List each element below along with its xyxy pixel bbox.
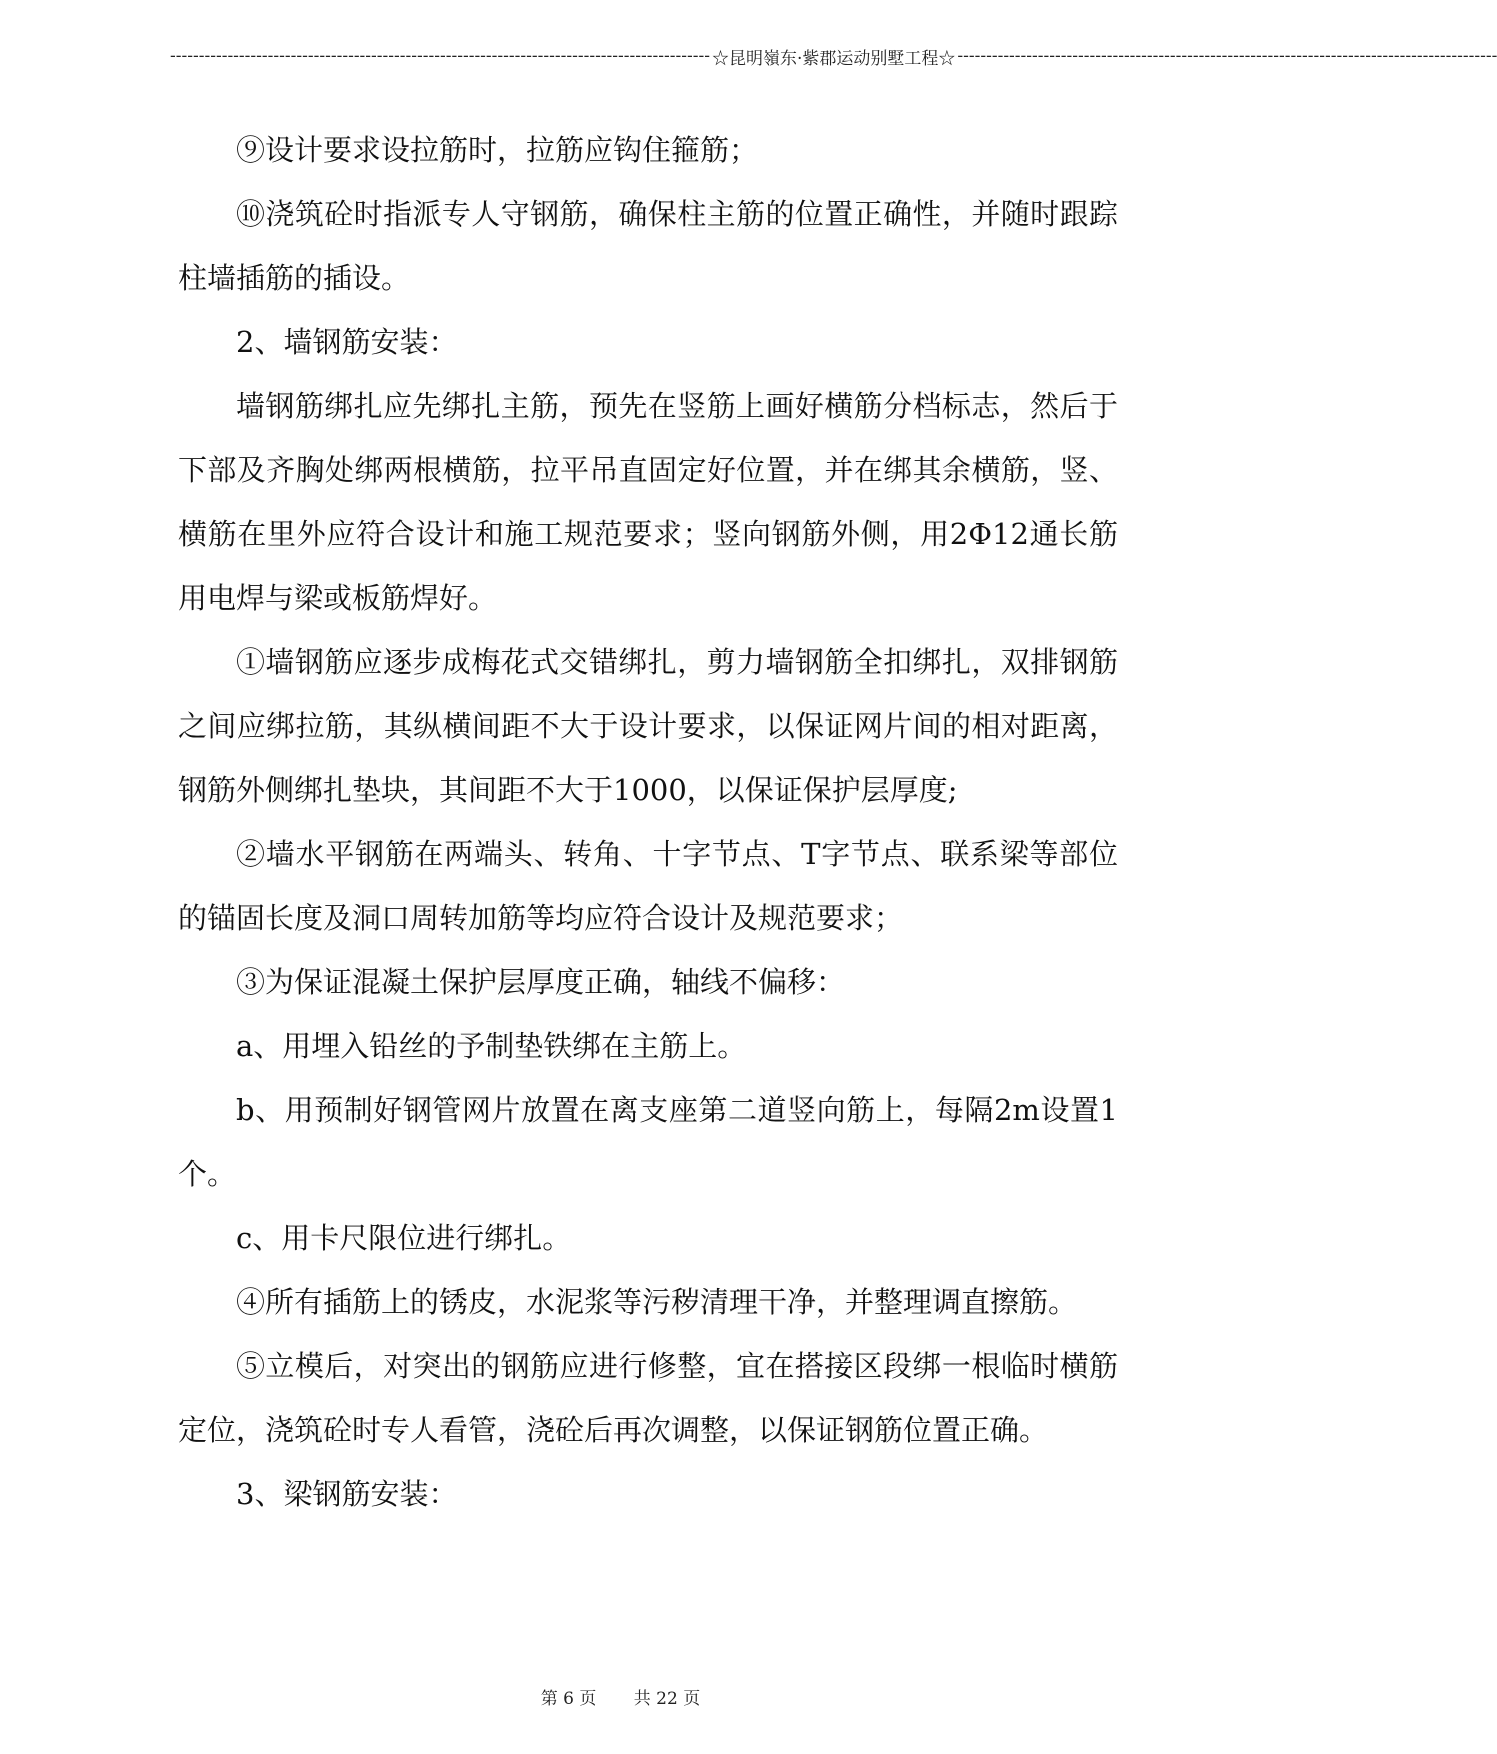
page-footer [0,1684,1241,1709]
page-number: 第 6 页 [540,1689,597,1709]
paragraph: 墙钢筋绑扎应先绑扎主筋，预先在竖筋上画好横筋分档标志，然后于下部及齐胸处绑两根横筋，拉平吊直固定好位置，并在绑其余横筋，竖、横筋在里外应符合设计和施工规范要求；竖向钢筋外侧，用2Φ12通长筋用电焊与梁或板筋焊好。 [178,389,1118,615]
paragraph: ③为保证混凝土保护层厚度正确，轴线不偏移： [236,965,846,999]
paragraph: a、用埋入铅丝的予制垫铁绑在主筋上。 [236,1029,747,1063]
paragraph: ④所有插筋上的锈皮，水泥浆等污秽清理干净，并整理调直擦筋。 [236,1285,1078,1319]
paragraph: ⑤立模后，对突出的钢筋应进行修整，宜在搭接区段绑一根临时横筋定位，浇筑砼时专人看管，浇砼后再次调整，以保证钢筋位置正确。 [178,1349,1118,1447]
paragraph: b、用预制好钢管网片放置在离支座第二道竖向筋上，每隔2m设置1 个。 [178,1093,1118,1191]
paragraph: ①墙钢筋应逐步成梅花式交错绑扎，剪力墙钢筋全扣绑扎，双排钢筋之间应绑拉筋，其纵横间距不大于设计要求，以保证网片间的相对距离，钢筋外侧绑扎垫块，其间距不大于1000，以保证保护层厚度; [178,645,1118,807]
paragraph: ⑩浇筑砼时指派专人守钢筋，确保柱主筋的位置正确性，并随时跟踪柱墙插筋的插设。 [178,197,1118,295]
header-title: ☆昆明嶺东·紫郡运动别墅工程☆ [711,48,956,69]
section-heading: 2、墙钢筋安装： [236,325,458,359]
paragraph: c、用卡尺限位进行绑扎。 [236,1221,572,1255]
header-rule-left: ---------------------------------------------------------------------------------------------- [170,46,710,66]
paragraph: ⑨设计要求设拉筋时，拉筋应钩住箍筋； [236,133,759,167]
document-body [178,118,1118,1526]
page-total: 共 22 页 [633,1689,701,1709]
page-header [170,40,1497,72]
section-heading: 3、梁钢筋安装： [236,1477,458,1511]
header-rule-right: ---------------------------------------------------------------------------------------------- [957,46,1497,66]
paragraph: ②墙水平钢筋在两端头、转角、十字节点、T字节点、联系梁等部位的锚固长度及洞口周转加筋等均应符合设计及规范要求； [178,837,1118,935]
